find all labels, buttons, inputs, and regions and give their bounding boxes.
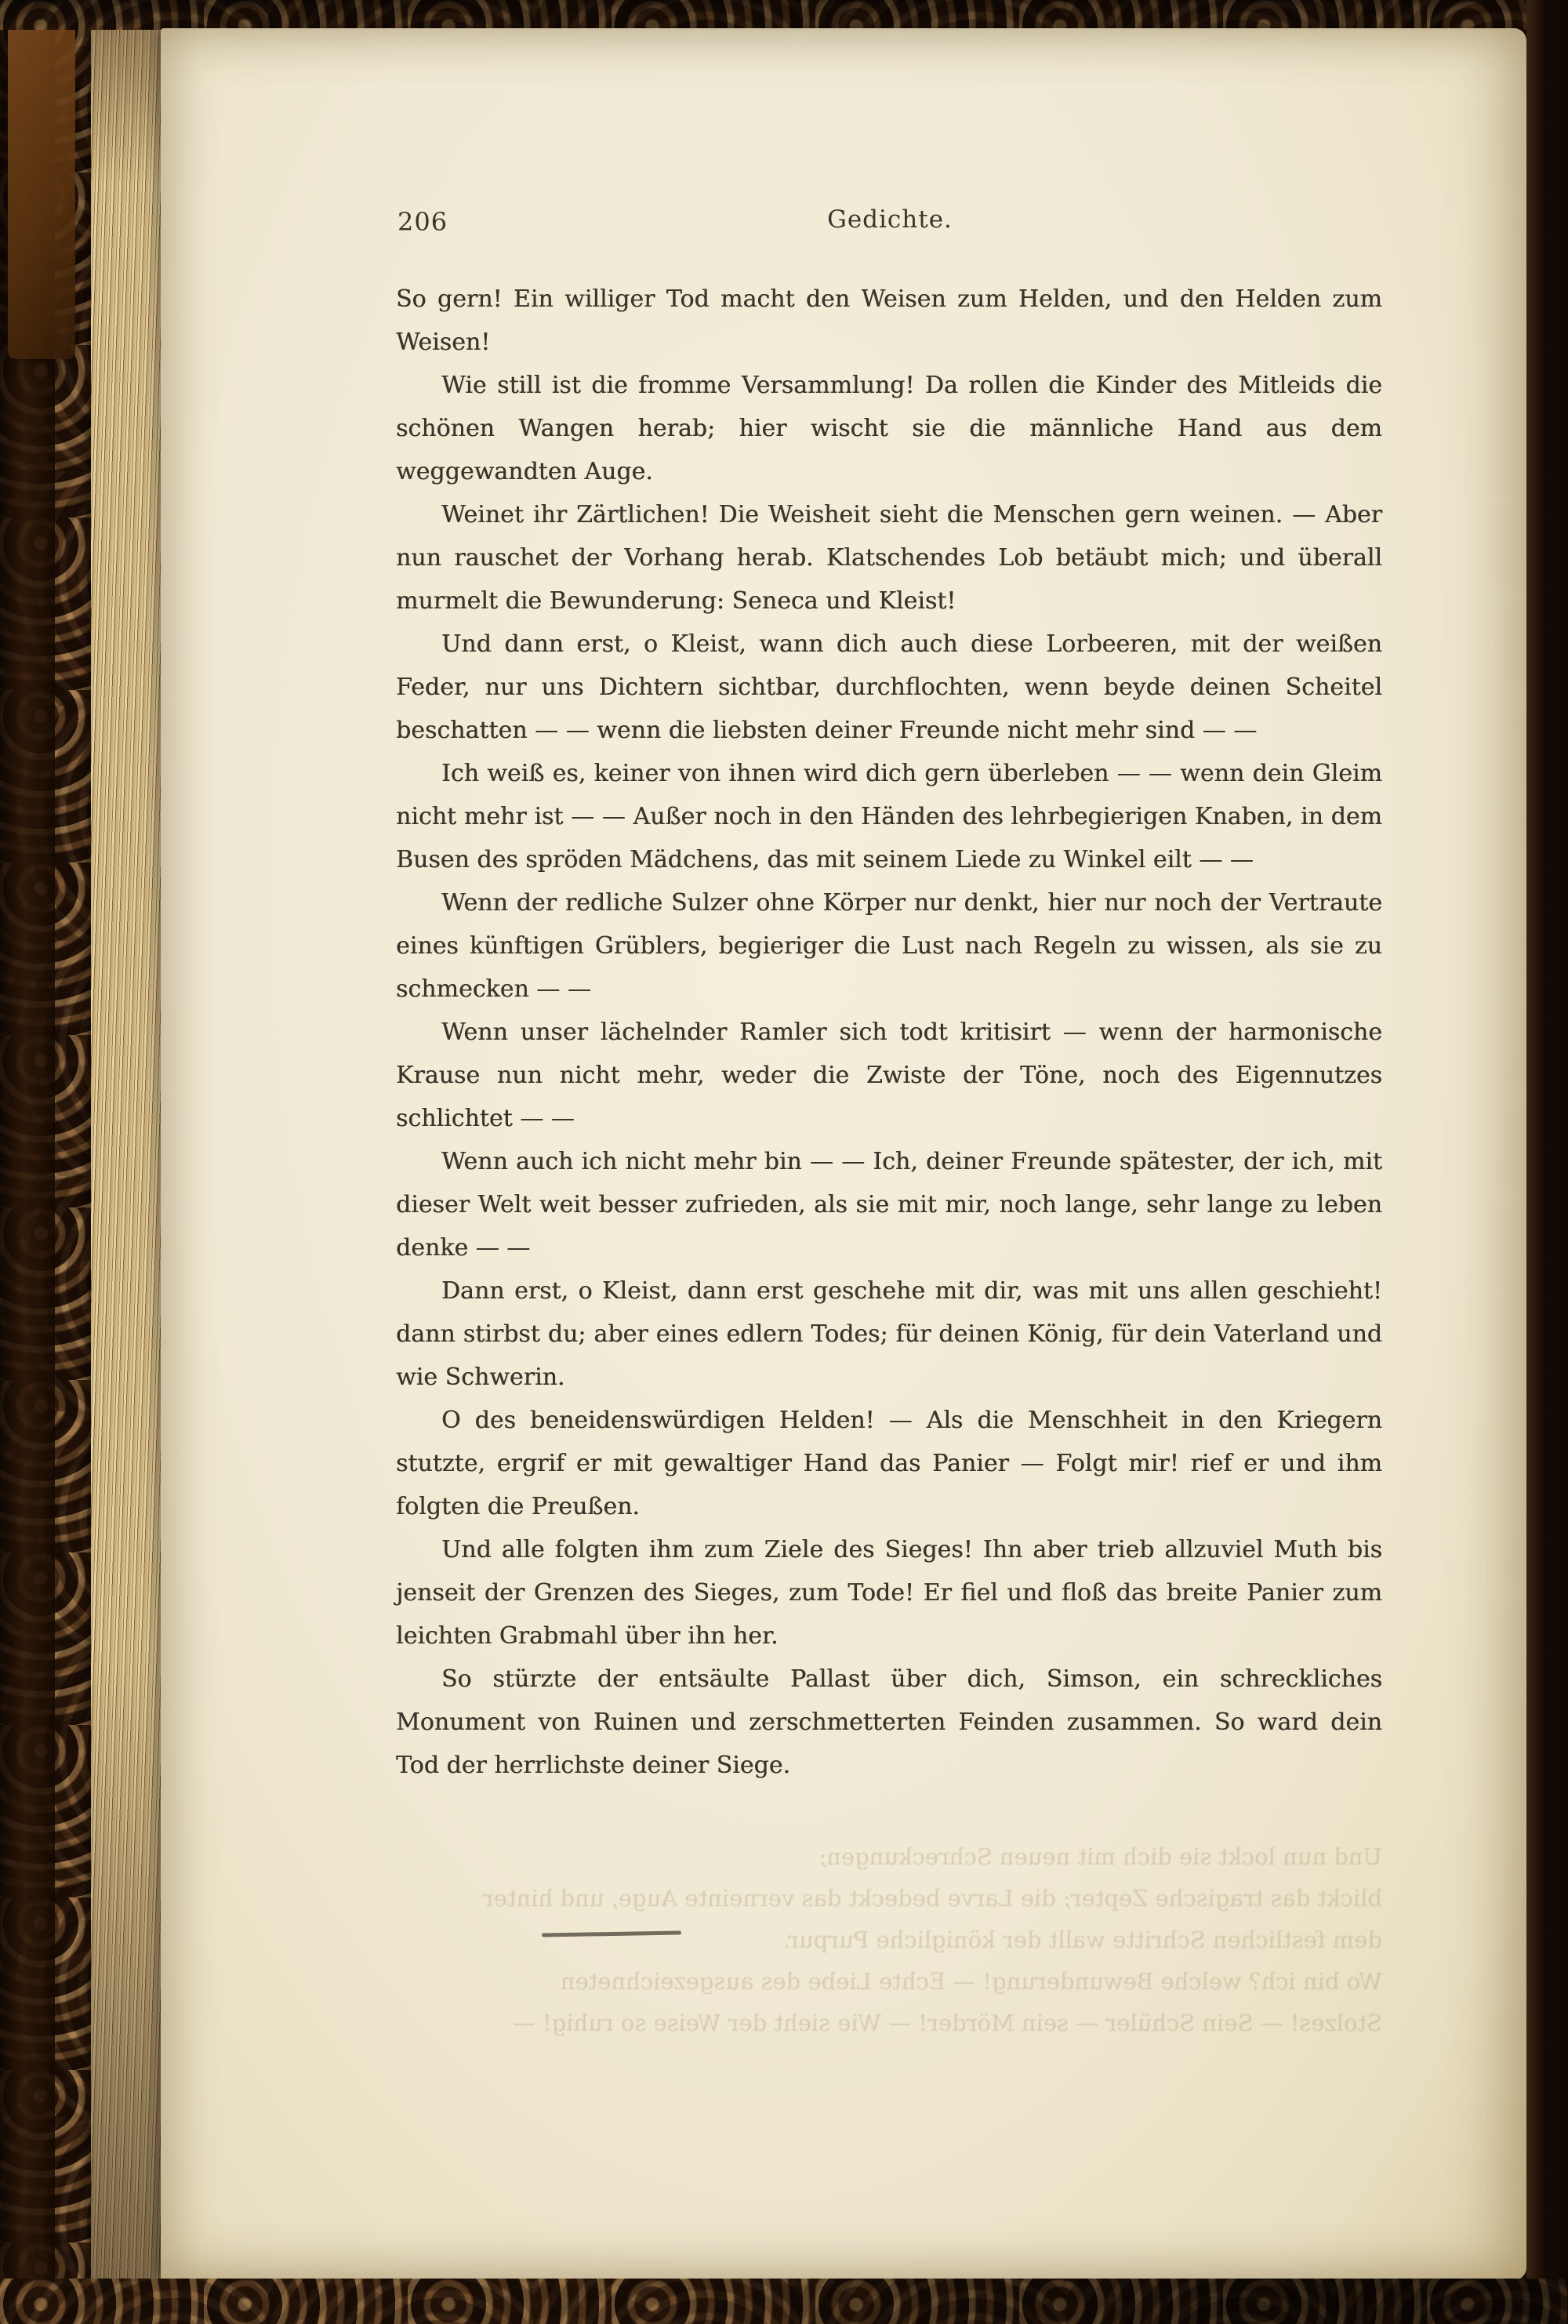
paragraph: Ich weiß es, keiner von ihnen wird dich gern überleben — — wenn dein Gleim nicht mehr ist — — Außer noch in den Händen des lehrbegierigen Knaben, in dem Busen des spröden Mädchens, das mit seinem Liede zu Winkel eilt — —	[396, 760, 1382, 873]
bleedthrough-line: Und nun lockt sie dich mit neuen Schreckungen;	[818, 1843, 1382, 1870]
book-bottom-edge	[0, 2279, 1568, 2324]
paragraph: Wie still ist die fromme Versammlung! Da rollen die Kinder des Mitleids die schönen Wangen herab; hier wischt sie die männliche Hand aus dem weggewandten Auge.	[396, 372, 1382, 485]
bleedthrough-line: Stolzes! — Sein Schüler — sein Mörder! — Wie sieht der Weise so ruhig! —	[512, 2010, 1382, 2036]
book-top-edge	[0, 0, 1568, 30]
paragraph: Und dann erst, o Kleist, wann dich auch diese Lorbeeren, mit der weißen Feder, nur uns Dichtern sichtbar, durchflochten, wenn beyde deinen Scheitel beschatten — — wenn die liebsten deiner Freunde nicht mehr sind — —	[396, 630, 1382, 744]
spine-leather	[8, 22, 75, 359]
bleedthrough-line: dem festlichen Schritte wallt der königliche Purpur.	[783, 1926, 1382, 1953]
text-block	[396, 278, 1382, 1787]
book-gutter-edge	[1526, 0, 1568, 2324]
book-page	[161, 28, 1526, 2280]
paragraph: Dann erst, o Kleist, dann erst geschehe mit dir, was mit uns allen geschieht! dann stirbst du; aber eines edlern Todes; für deinen König, für dein Vaterland und wie Schwerin.	[396, 1277, 1382, 1391]
page-header-row	[396, 205, 1384, 245]
paragraph: Weinet ihr Zärtlichen! Die Weisheit sieht die Menschen gern weinen. — Aber nun rauschet der Vorhang herab. Klatschendes Lob betäubt mich; und überall murmelt die Bewunderung: Seneca und Kleist!	[396, 501, 1382, 615]
bleedthrough-line: blickt das tragische Zepter; die Larve bedeckt das verneinte Auge, und hinter	[482, 1885, 1382, 1912]
bleedthrough-text	[396, 1836, 1382, 2044]
paragraph: Wenn auch ich nicht mehr bin — — Ich, deiner Freunde spätester, der ich, mit dieser Welt weit besser zufrieden, als sie mit mir, noch lange, sehr lange zu leben denke — —	[396, 1148, 1382, 1262]
paragraph: So stürzte der entsäulte Pallast über dich, Simson, ein schreckliches Monument von Ruinen und zerschmetterten Feinden zusammen. So ward dein Tod der herrlichste deiner Siege.	[396, 1665, 1382, 1779]
running-title: Gedichte.	[827, 205, 953, 234]
paragraph: So gern! Ein williger Tod macht den Weisen zum Helden, und den Helden zum Weisen!	[396, 285, 1382, 356]
bleedthrough-line: Wo bin ich? welche Bewunderung! — Echte Liebe des ausgezeichneten	[560, 1968, 1382, 1995]
page-number: 206	[397, 207, 448, 237]
paragraph: Wenn der redliche Sulzer ohne Körper nur denkt, hier nur noch der Vertraute eines künftigen Grüblers, begieriger die Lust nach Regeln zu wissen, als sie zu schmecken — —	[396, 889, 1382, 1003]
paragraph: Und alle folgten ihm zum Ziele des Sieges! Ihn aber trieb allzuviel Muth bis jenseit der Grenzen des Sieges, zum Tode! Er fiel und floß das breite Panier zum leichten Grabmahl über ihn her.	[396, 1536, 1382, 1650]
paragraph: O des beneidenswürdigen Helden! — Als die Menschheit in den Kriegern stutzte, ergrif er mit gewaltiger Hand das Panier — Folgt mir! rief er und ihm folgten die Preußen.	[396, 1407, 1382, 1520]
paragraph: Wenn unser lächelnder Ramler sich todt kritisirt — wenn der harmonische Krause nun nicht mehr, weder die Zwiste der Töne, noch des Eigennutzes schlichtet — —	[396, 1019, 1382, 1132]
page-fore-edge-stack	[91, 28, 165, 2280]
